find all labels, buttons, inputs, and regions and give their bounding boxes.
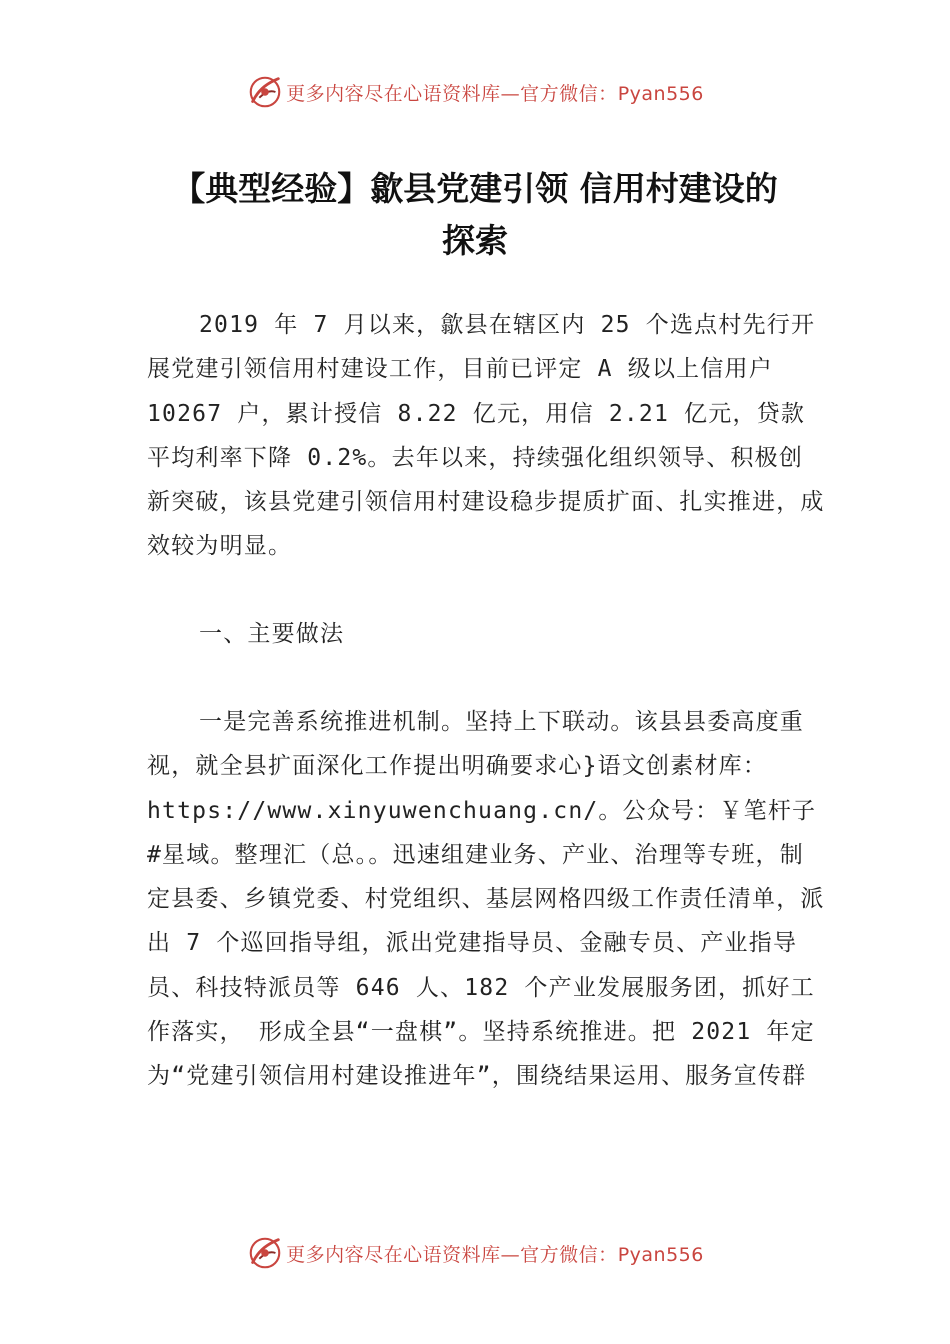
document-title (120, 163, 830, 267)
footer-banner-text: 更多内容尽在心语资料库—官方微信：Pyan556 (286, 1243, 704, 1266)
logo-icon (246, 73, 284, 111)
title-line-2: 探索 (442, 221, 508, 260)
paragraph-measures: 一是完善系统推进机制。坚持上下联动。该县县委高度重视，就全县扩面深化工作提出明确要求心}语文创素材库：https://www.xinyuwenchuang.cn/。公众号：￥笔杆子#星域。整理汇（总。。迅速组建业务、产业、治理等专班，制定县委、乡镇党委、村党组织、基层网格四级工作责任清单，派出 7 个巡回指导组，派出党建指导员、金融专员、产业指导员、科技特派员等 646 人、182 个产业发展服务团，抓好工作落实， 形成全县“一盘棋”。坚持系统推进。把 2021 年定为“党建引领信用村建设推进年”，围绕结果运用、服务宣传群 (147, 709, 825, 1090)
section-heading: 一、主要做法 (199, 621, 345, 647)
logo-icon (246, 1234, 284, 1272)
footer-banner (0, 1233, 950, 1273)
title-line-1: 【典型经验】歙县党建引领 信用村建设的 (172, 169, 778, 208)
wechat-id: Pyan556 (617, 82, 704, 105)
header-banner-text: 更多内容尽在心语资料库—官方微信：Pyan556 (286, 82, 704, 105)
paragraph-intro: 2019 年 7 月以来，歙县在辖区内 25 个选点村先行开展党建引领信用村建设工作，目前已评定 A 级以上信用户 10267 户，累计授信 8.22 亿元，用信 2.21 亿元，贷款平均利率下降 0.2%。去年以来，持续强化组织领导、积极创新突破，该县党建引领信用村建设稳步提质扩面、扎实推进，成效较为明显。 (147, 312, 825, 560)
wechat-id: Pyan556 (617, 1243, 704, 1266)
header-banner (0, 72, 950, 112)
